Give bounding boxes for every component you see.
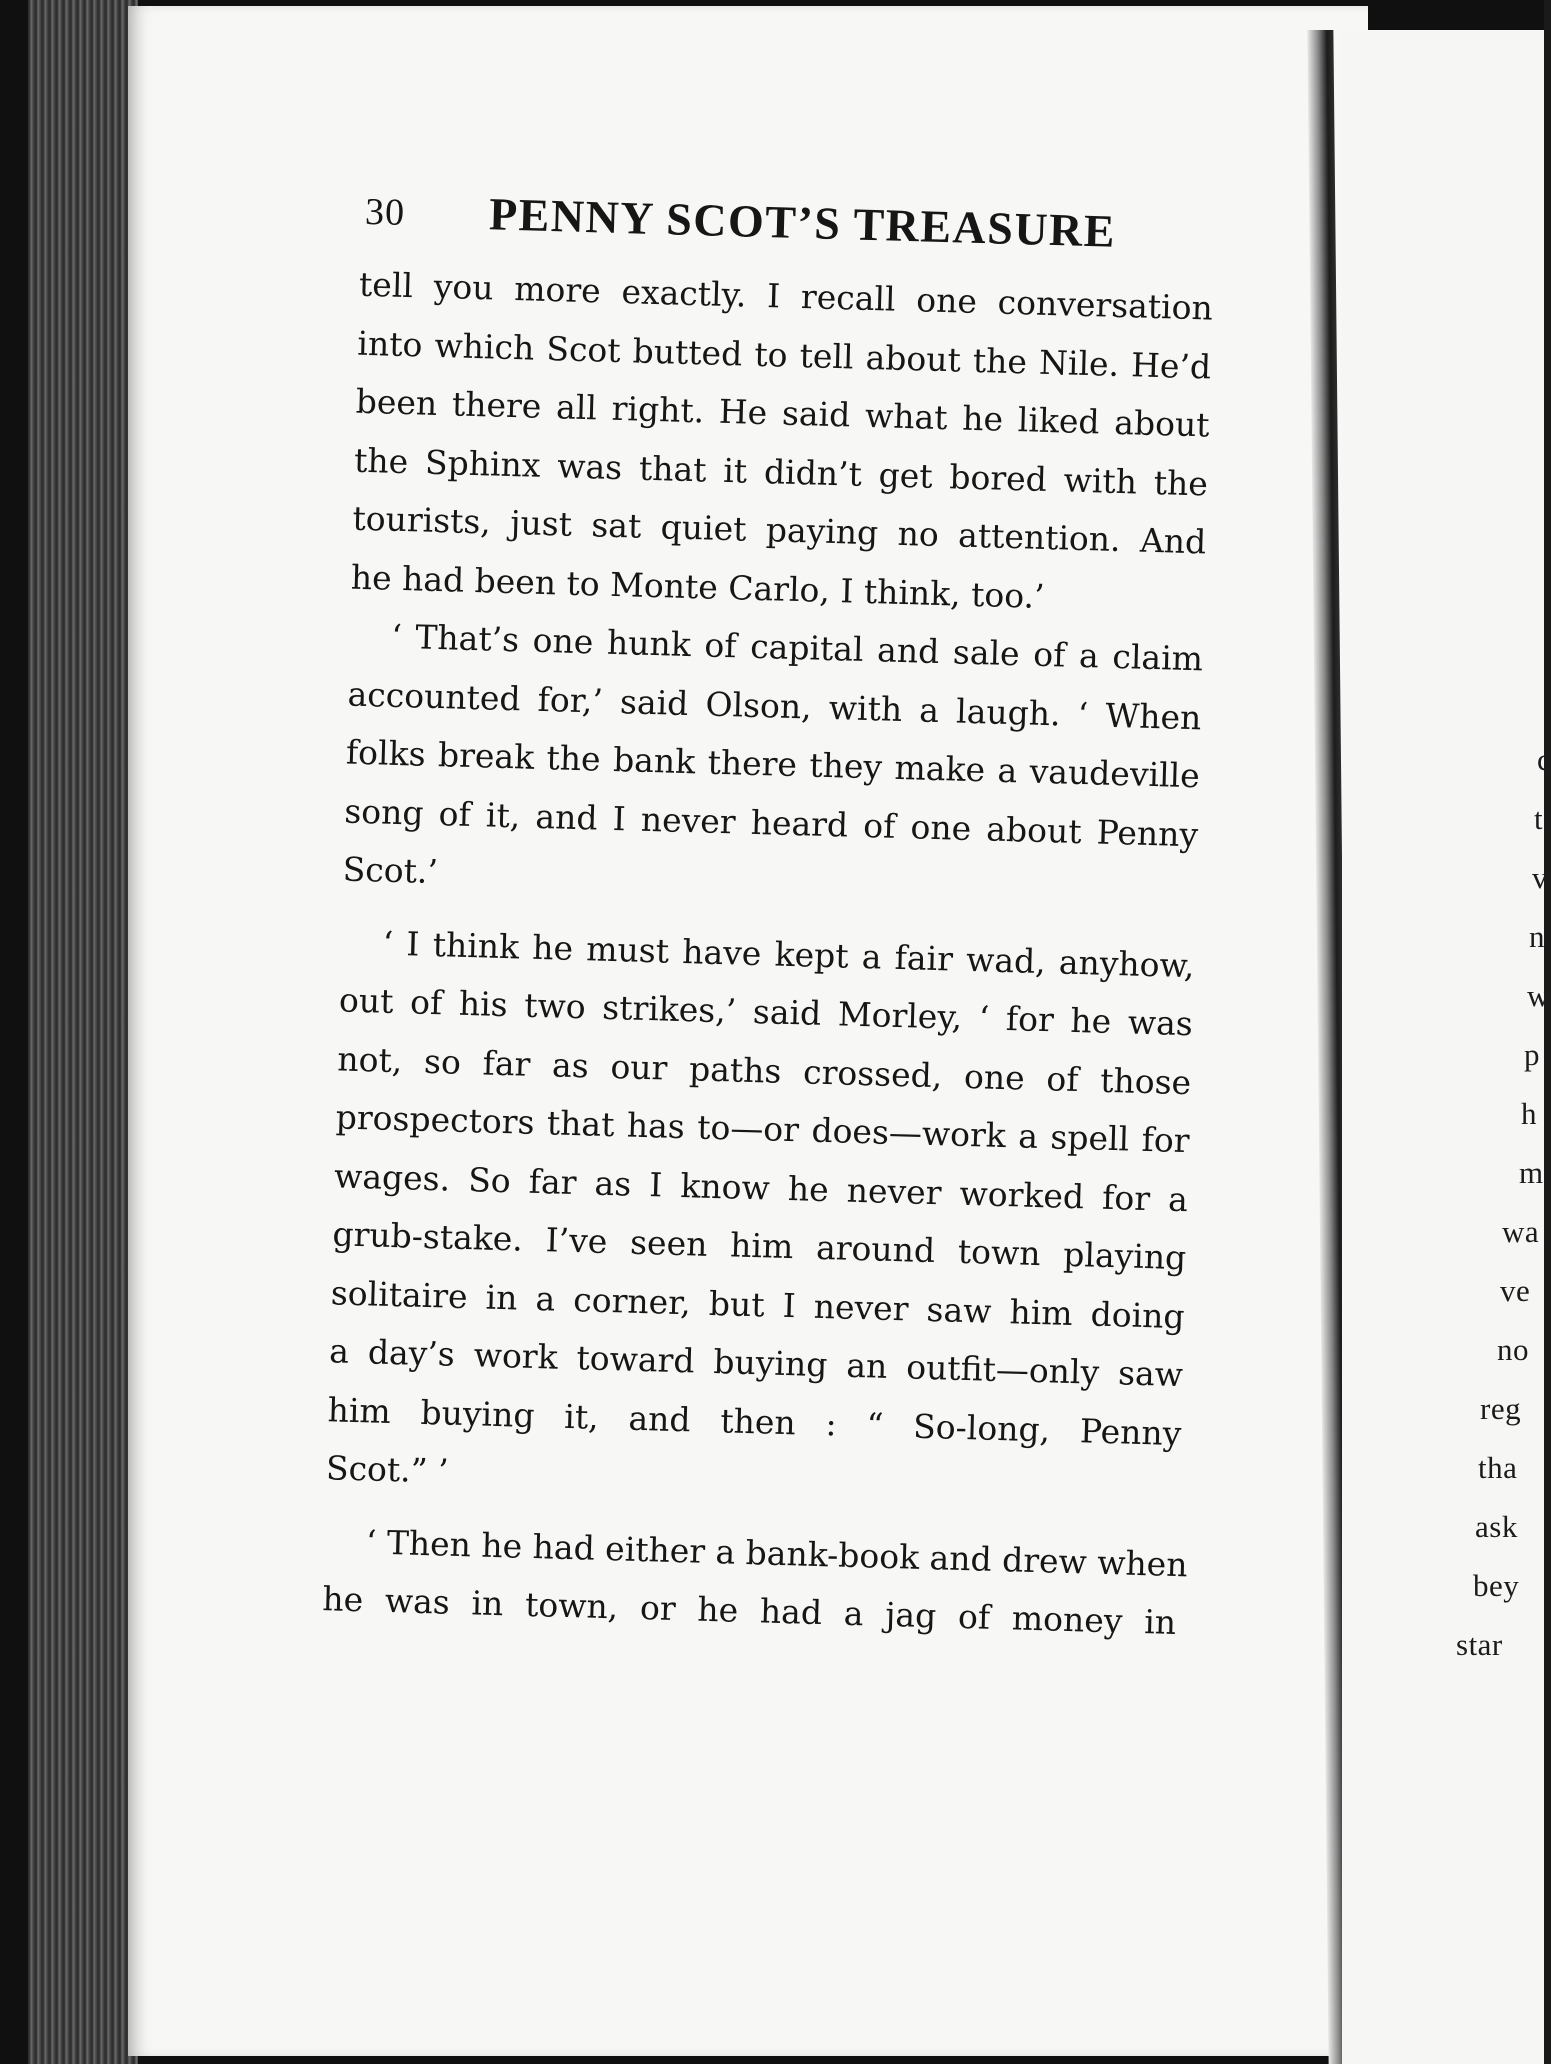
text-line: grub-stake. I’ve seen him around town playing [332,1214,1187,1278]
page-text [260,180,1220,1653]
page-number: 30 [364,190,406,234]
text-line: him buying it, and then : “ So-long, Penny [327,1389,1182,1453]
text-line: a day’s work toward buying an outfit—only saw [328,1331,1184,1395]
facing-page-fragment: reg [1480,1391,1522,1426]
facing-page-fragment: c [1537,742,1551,777]
text-line: song of it, and I never heard of one about Penny [343,790,1199,854]
book-page-edges [28,0,138,2064]
text-line: he was in town, or he had a jag of money in [321,1579,1177,1643]
text-line: folks break the bank there they make a vaudeville [345,732,1201,796]
paragraph [263,911,1199,1521]
facing-page-fragment: ve [1500,1273,1531,1308]
facing-page [1342,30,1551,2064]
running-title: PENNY SCOT’S TREASURE [488,188,1117,257]
facing-page-fragment: n [1529,919,1545,954]
facing-page-fragment: no [1497,1332,1529,1367]
facing-page-fragment: w [1527,978,1550,1013]
paragraph [280,605,1208,923]
text-line: not, so far as our paths crossed, one of those [336,1038,1192,1102]
text-line: out of his two strikes,’ said Morley, ‘ for he was [338,980,1194,1044]
facing-page-fragment: t [1534,801,1544,836]
text-line: tell you more exactly. I recall one conversation [358,264,1214,328]
facing-page-fragment: v [1532,860,1548,895]
text-line: the Sphinx was that it didn’t get bored with the [353,440,1209,503]
facing-page-fragment: wa [1502,1214,1540,1249]
facing-page-fragment: bey [1473,1568,1520,1603]
facing-page-fragment: ask [1475,1509,1518,1544]
text-line: wages. So far as I know he never worked for a [333,1155,1189,1219]
text-line: ‘ That’s one hunk of capital and sale of a claim [390,616,1204,679]
facing-page-fragment: h [1521,1096,1537,1131]
text-line: prospectors that has to—or does—work a spell for [335,1097,1191,1161]
text-line: accounted for,’ said Olson, with a laugh. ‘ When [347,674,1202,737]
text-line: Scot.’ [342,849,439,892]
text-line: he had been to Monte Carlo, I think, too.’ [350,557,1046,616]
facing-page-fragment: p [1524,1037,1540,1072]
text-line: ‘ I think he must have kept a fair wad, anyhow, [382,923,1195,985]
facing-page-fragment: star [1456,1627,1503,1662]
text-line: Scot.” ’ [325,1448,450,1491]
text-line: been there all right. He said what he liked about [355,381,1211,445]
facing-page-fragment: tha [1478,1450,1518,1485]
text-line: ‘ Then he had either a bank-book and drew when [365,1521,1189,1584]
text-line: solitaire in a corner, but I never saw him doing [330,1272,1186,1336]
text-line: tourists, just sat quiet paying no attention. And [352,498,1207,562]
facing-page-fragment: m [1519,1155,1544,1190]
paragraph [288,254,1217,631]
text-line: into which Scot butted to tell about the Nile. He’d [356,323,1212,387]
